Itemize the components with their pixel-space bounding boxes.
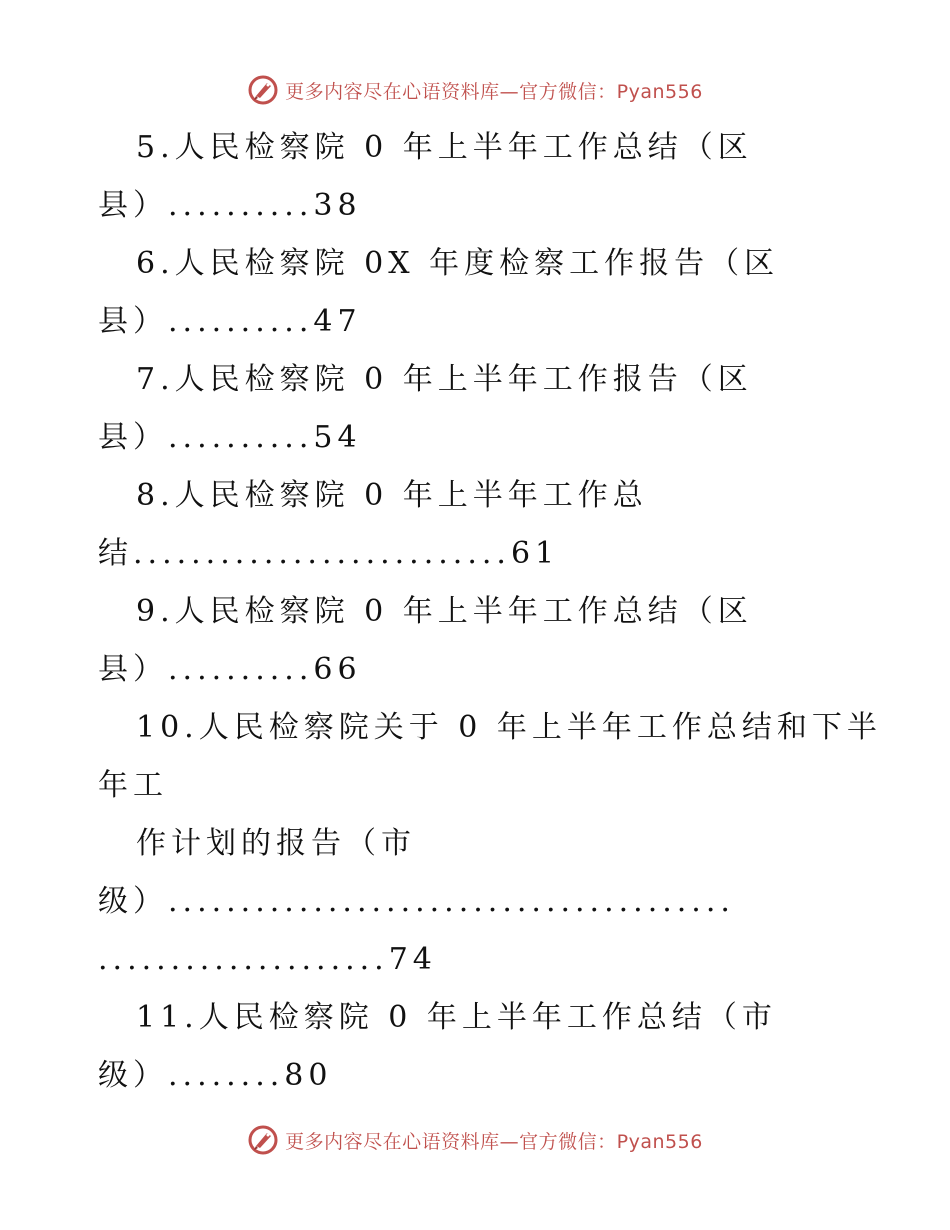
toc-entry-5-line2: 县）..........38 bbox=[98, 188, 362, 223]
toc-entry-5-line1: 5.人民检察院 0 年上半年工作总结（区 bbox=[136, 130, 753, 165]
footer-banner-text: 更多内容尽在心语资料库—官方微信：Pyan556 bbox=[285, 1130, 703, 1153]
toc-entry-7-line2: 县）..........54 bbox=[98, 420, 362, 455]
toc-entry-11-line1: 11.人民检察院 0 年上半年工作总结（市 bbox=[136, 1000, 777, 1035]
toc-entry-10-line2: 年工 bbox=[98, 768, 168, 803]
toc-entry-6-line1: 6.人民检察院 0X 年度检察工作报告（区 bbox=[136, 246, 780, 281]
toc-entry-7-line1: 7.人民检察院 0 年上半年工作报告（区 bbox=[136, 362, 753, 397]
footer-banner bbox=[0, 1120, 950, 1160]
toc-entry-10-line5: ....................74 bbox=[98, 942, 437, 977]
quill-pen-logo-icon bbox=[247, 74, 279, 106]
toc-entry-10-line1: 10.人民检察院关于 0 年上半年工作总结和下半 bbox=[136, 710, 882, 745]
toc-entry-9-line1: 9.人民检察院 0 年上半年工作总结（区 bbox=[136, 594, 753, 629]
toc-entry-10-line4: 级）....................................... bbox=[98, 884, 735, 919]
toc-entry-8-line2: 结..........................61 bbox=[98, 536, 560, 571]
toc-entry-11-line2: 级）........80 bbox=[98, 1058, 333, 1093]
toc-entry-10-line3: 作计划的报告（市 bbox=[136, 826, 416, 861]
quill-pen-logo-icon bbox=[247, 1124, 279, 1156]
toc-entry-9-line2: 县）..........66 bbox=[98, 652, 362, 687]
header-banner bbox=[0, 70, 950, 110]
toc-entry-6-line2: 县）..........47 bbox=[98, 304, 362, 339]
toc-entry-8-line1: 8.人民检察院 0 年上半年工作总 bbox=[136, 478, 648, 513]
header-banner-text: 更多内容尽在心语资料库—官方微信：Pyan556 bbox=[285, 80, 703, 103]
